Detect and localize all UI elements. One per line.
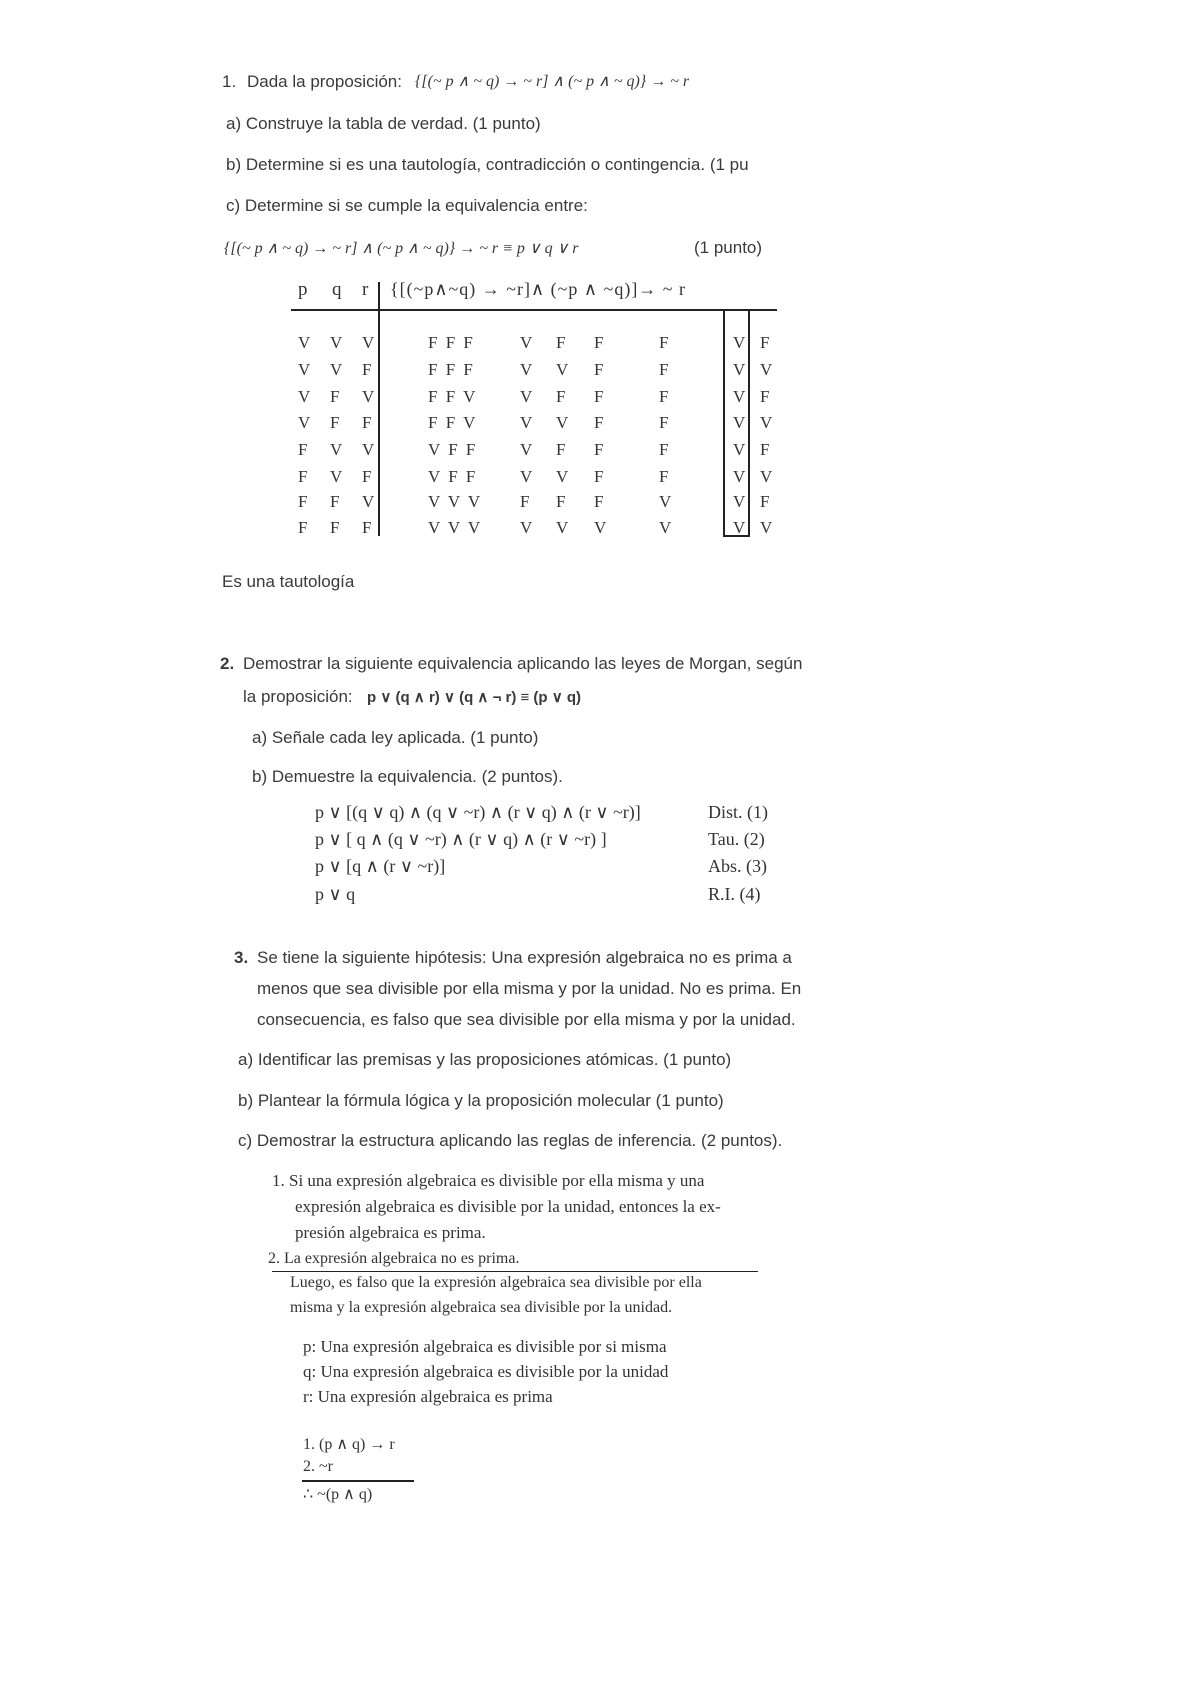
q2-line2-formula: p ∨ (q ∧ r) ∨ (q ∧ ¬ r) ≡ (p ∨ q) [367,689,582,706]
table-cell-var: V [362,333,375,352]
table-cell-value: F [594,440,604,459]
table-cell-var: F [330,492,340,511]
table-header-q: q [332,279,342,300]
table-cell-var: V [362,492,375,511]
table-cell-value: F F V [428,413,476,432]
q1-number: 1. [222,72,237,91]
q3-premise2: 2. La expresión algebraica no es prima. [268,1250,520,1267]
table-cell-value: V [520,333,533,352]
table-cell-value: F [556,492,566,511]
table-cell-var: F [298,492,308,511]
table-cell-var: F [362,413,372,432]
table-cell-value: V [760,360,773,379]
q3-line3: consecuencia, es falso que sea divisible por ella misma y por la unidad. [257,1010,796,1029]
table-cell-value: V [520,413,533,432]
table-cell-value: F [659,413,669,432]
table-vertical-divider [378,282,380,536]
table-cell-value: F [659,467,669,486]
q1-item-b: b) Determine si es una tautología, contradicción o contingencia. (1 pu [226,155,749,174]
table-cell-value: F [594,360,604,379]
table-cell-value: F [594,413,604,432]
q3-proof-rule [302,1480,414,1482]
table-cell-value: F [659,360,669,379]
q3-conclusion-line2: misma y la expresión algebraica sea divisible por la unidad. [290,1299,673,1316]
table-cell-value: F [556,440,566,459]
table-cell-var: V [330,360,343,379]
table-cell-var: V [330,333,343,352]
table-cell-var: F [330,518,340,537]
table-cell-value: F [556,387,566,406]
q2-line2-prefix: la proposición: [243,687,353,706]
table-cell-var: F [330,387,340,406]
q2-step-3-expr: p ∨ [q ∧ (r ∨ ~r)] [315,856,446,876]
table-cell-value: V [556,413,569,432]
table-cell-value: F [760,440,770,459]
table-cell-var: F [298,518,308,537]
q1-conclusion: Es una tautología [222,572,355,591]
q1-equivalence: {[(~ p ∧ ~ q) → ~ r] ∧ (~ p ∧ ~ q)} → ~ r ≡ p ∨ q ∨ r [224,240,579,257]
table-cell-var: V [298,387,311,406]
table-cell-result: V [733,467,746,486]
q3-proof-premise1: 1. (p ∧ q) → r [303,1436,395,1453]
table-cell-value: V [760,413,773,432]
q2-step-4-expr: p ∨ q [315,884,356,904]
table-cell-result: V [733,333,746,352]
table-cell-var: V [330,440,343,459]
q3-proof-conclusion: ∴ ~(p ∧ q) [303,1486,373,1503]
table-cell-value: F [594,333,604,352]
table-cell-var: V [298,413,311,432]
q3-premise1-line2: expresión algebraica es divisible por la unidad, entonces la ex- [295,1197,721,1216]
q3-atom-p: p: Una expresión algebraica es divisible por si misma [303,1337,667,1356]
table-cell-value: F F F [428,360,473,379]
table-cell-value: V [520,440,533,459]
table-cell-value: F [520,492,530,511]
q3-proof-premise2: 2. ~r [303,1458,333,1475]
q3-conclusion-line1: Luego, es falso que la expresión algebraica sea divisible por ella [290,1274,702,1291]
q2-step-3-law: Abs. (3) [708,856,767,876]
table-cell-result: V [733,440,746,459]
q2-step-1-expr: p ∨ [(q ∨ q) ∧ (q ∨ ~r) ∧ (r ∨ q) ∧ (r ∨ ~r)] [315,802,641,822]
q3-atom-q: q: Una expresión algebraica es divisible por la unidad [303,1362,669,1381]
q1-item-a: a) Construye la tabla de verdad. (1 punto) [226,114,541,133]
q3-item-c: c) Demostrar la estructura aplicando las reglas de inferencia. (2 puntos). [238,1131,783,1150]
table-cell-result: V [733,518,746,537]
table-header-rule [291,309,777,311]
table-cell-var: V [362,387,375,406]
table-cell-result: V [733,413,746,432]
table-cell-value: V [760,518,773,537]
table-cell-value: V [594,518,607,537]
q2-line1: Demostrar la siguiente equivalencia aplicando las leyes de Morgan, según [243,654,803,673]
table-cell-var: F [362,518,372,537]
table-cell-value: F [594,467,604,486]
q3-item-a: a) Identificar las premisas y las proposiciones atómicas. (1 punto) [238,1050,732,1069]
q2-step-2-expr: p ∨ [ q ∧ (q ∨ ~r) ∧ (r ∨ q) ∧ (r ∨ ~r) ] [315,829,607,849]
q2-item-b: b) Demuestre la equivalencia. (2 puntos). [252,767,563,786]
table-header-p: p [298,279,308,300]
table-cell-value: V [659,492,672,511]
q3-argument-rule [272,1271,758,1272]
table-cell-value: F [556,333,566,352]
table-cell-value: F [659,387,669,406]
table-cell-value: V V V [428,492,481,511]
q2-step-4-law: R.I. (4) [708,884,761,904]
q3-item-b: b) Plantear la fórmula lógica y la proposición molecular (1 punto) [238,1091,724,1110]
table-cell-value: V V V [428,518,481,537]
result-box-right [748,311,750,536]
table-cell-var: F [362,467,372,486]
table-cell-value: F F V [428,387,476,406]
table-cell-value: V [520,360,533,379]
q1-formula: {[(~ p ∧ ~ q) → ~ r] ∧ (~ p ∧ ~ q)} → ~ r [415,73,690,90]
table-cell-value: V [556,467,569,486]
table-cell-value: F [760,333,770,352]
table-cell-var: F [330,413,340,432]
table-cell-value: F [760,492,770,511]
table-cell-value: V F F [428,467,476,486]
table-cell-var: F [298,467,308,486]
table-cell-value: F [760,387,770,406]
table-cell-var: V [330,467,343,486]
table-cell-var: V [362,440,375,459]
q2-item-a: a) Señale cada ley aplicada. (1 punto) [252,728,539,747]
table-cell-var: F [298,440,308,459]
q3-line1: Se tiene la siguiente hipótesis: Una expresión algebraica no es prima a [257,948,792,967]
table-cell-var: V [298,360,311,379]
q1-equivalence-points: (1 punto) [694,238,763,257]
q3-premise1-line3: presión algebraica es prima. [295,1223,486,1242]
table-cell-value: F F F [428,333,473,352]
result-box-left [723,311,725,536]
table-header-r: r [362,279,369,300]
table-cell-value: V [556,360,569,379]
q3-premise1-line1: 1. Si una expresión algebraica es divisible por ella misma y una [272,1171,705,1190]
q3-atom-r: r: Una expresión algebraica es prima [303,1387,553,1406]
table-cell-value: F [659,440,669,459]
q3-line2: menos que sea divisible por ella misma y por la unidad. No es prima. En [257,979,802,998]
table-cell-value: F [594,387,604,406]
table-cell-value: V [520,518,533,537]
table-cell-value: V F F [428,440,476,459]
table-cell-result: V [733,492,746,511]
q1-item-c: c) Determine si se cumple la equivalencia entre: [226,196,588,215]
q2-step-2-law: Tau. (2) [708,829,765,849]
table-cell-value: F [659,333,669,352]
table-cell-result: V [733,387,746,406]
table-cell-value: V [520,387,533,406]
q2-step-1-law: Dist. (1) [708,802,768,822]
q3-number: 3. [234,948,249,967]
table-cell-value: V [760,467,773,486]
q1-intro: Dada la proposición: [247,72,402,91]
table-cell-value: F [594,492,604,511]
table-cell-var: F [362,360,372,379]
table-cell-value: V [659,518,672,537]
table-cell-result: V [733,360,746,379]
q2-number: 2. [220,654,235,673]
table-cell-value: V [556,518,569,537]
table-header-expression: {[(~p∧~q) → ~r]∧ (~p ∧ ~q)]→ ~ r [390,279,687,299]
table-cell-value: V [520,467,533,486]
table-cell-var: V [298,333,311,352]
